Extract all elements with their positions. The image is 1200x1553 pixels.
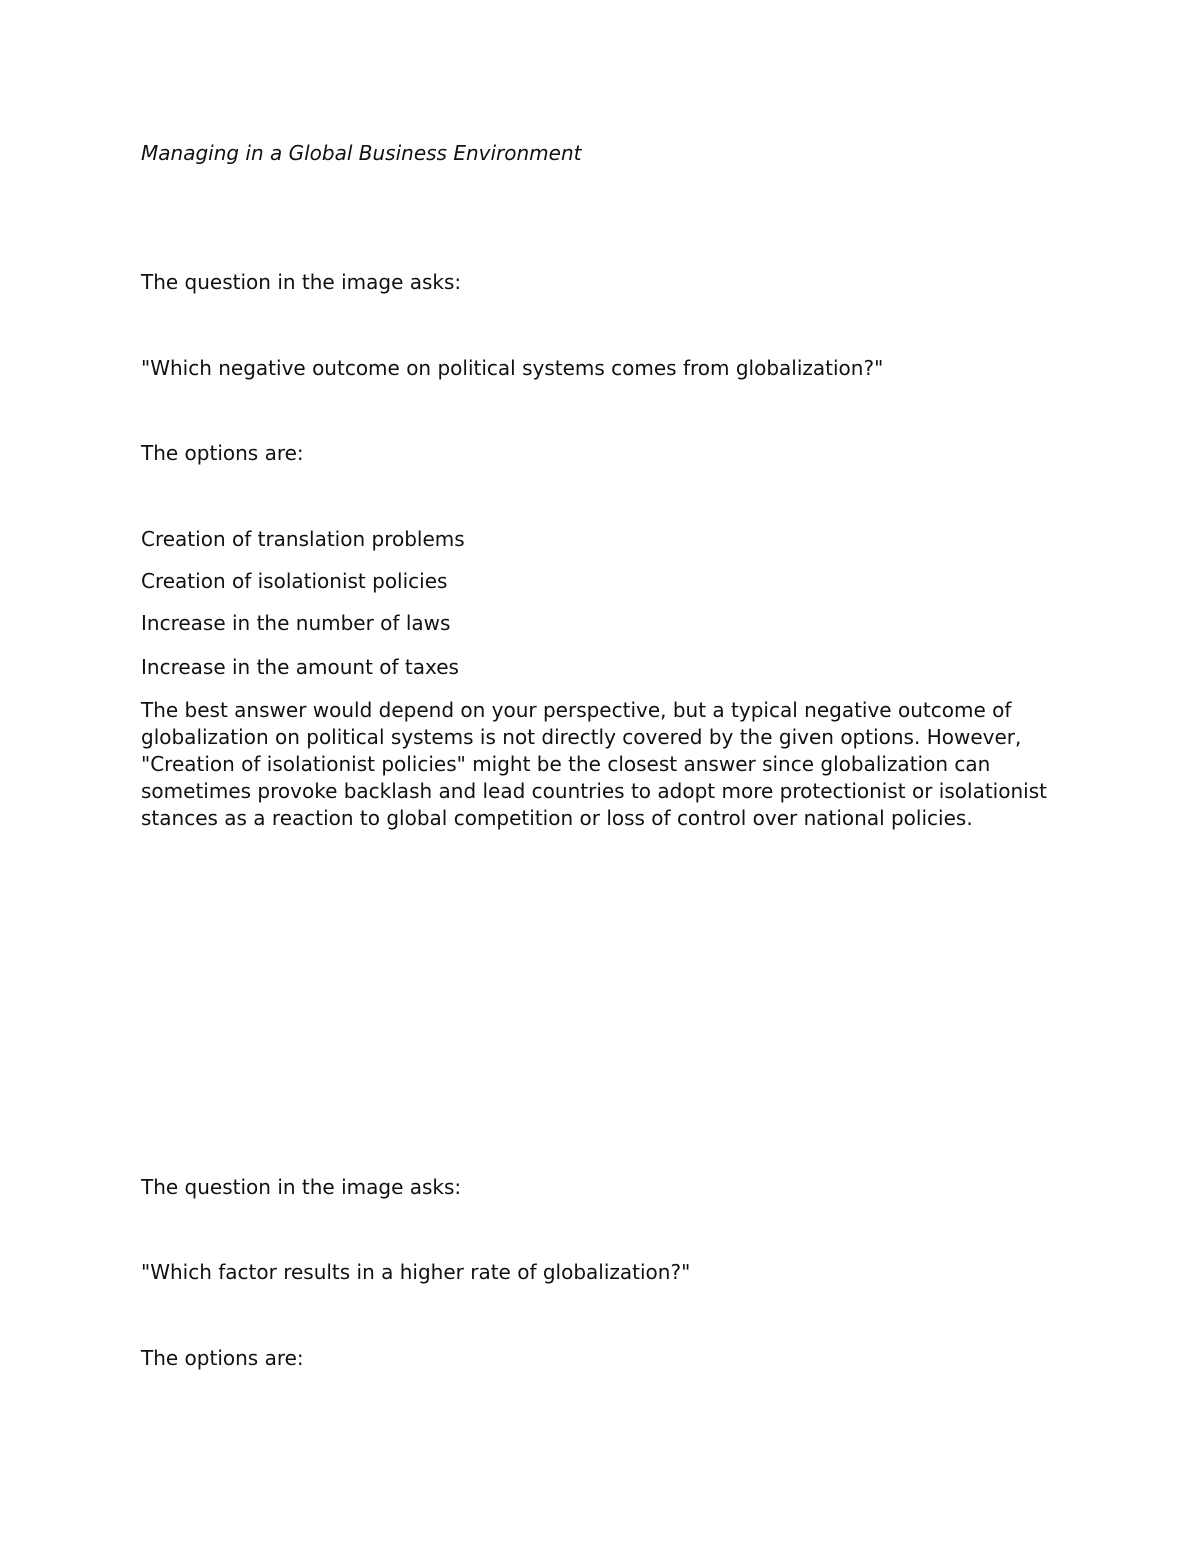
question-1-option-2: Creation of isolationist policies <box>141 569 448 593</box>
question-1-text: "Which negative outcome on political systems comes from globalization?" <box>141 356 884 380</box>
question-2-options-intro: The options are: <box>141 1346 304 1370</box>
question-1-option-3: Increase in the number of laws <box>141 611 451 635</box>
document-title: Managing in a Global Business Environment <box>141 141 582 165</box>
question-2-text: "Which factor results in a higher rate of globalization?" <box>141 1260 691 1284</box>
question-1-answer: The best answer would depend on your perspective, but a typical negative outcome of globalization on political systems is not directly covered by the given options. However, "Creation of isolationist policies" might be the closest answer since globalization can sometimes provoke backlash and lead countries to adopt more protectionist or isolationist stances as a reaction to global competition or loss of control over national policies. <box>141 698 1047 830</box>
question-1-options-intro: The options are: <box>141 441 304 465</box>
question-1-option-4: Increase in the amount of taxes <box>141 655 459 679</box>
question-2-intro: The question in the image asks: <box>141 1175 462 1199</box>
question-1-option-1: Creation of translation problems <box>141 527 465 551</box>
question-1-intro: The question in the image asks: <box>141 270 462 294</box>
